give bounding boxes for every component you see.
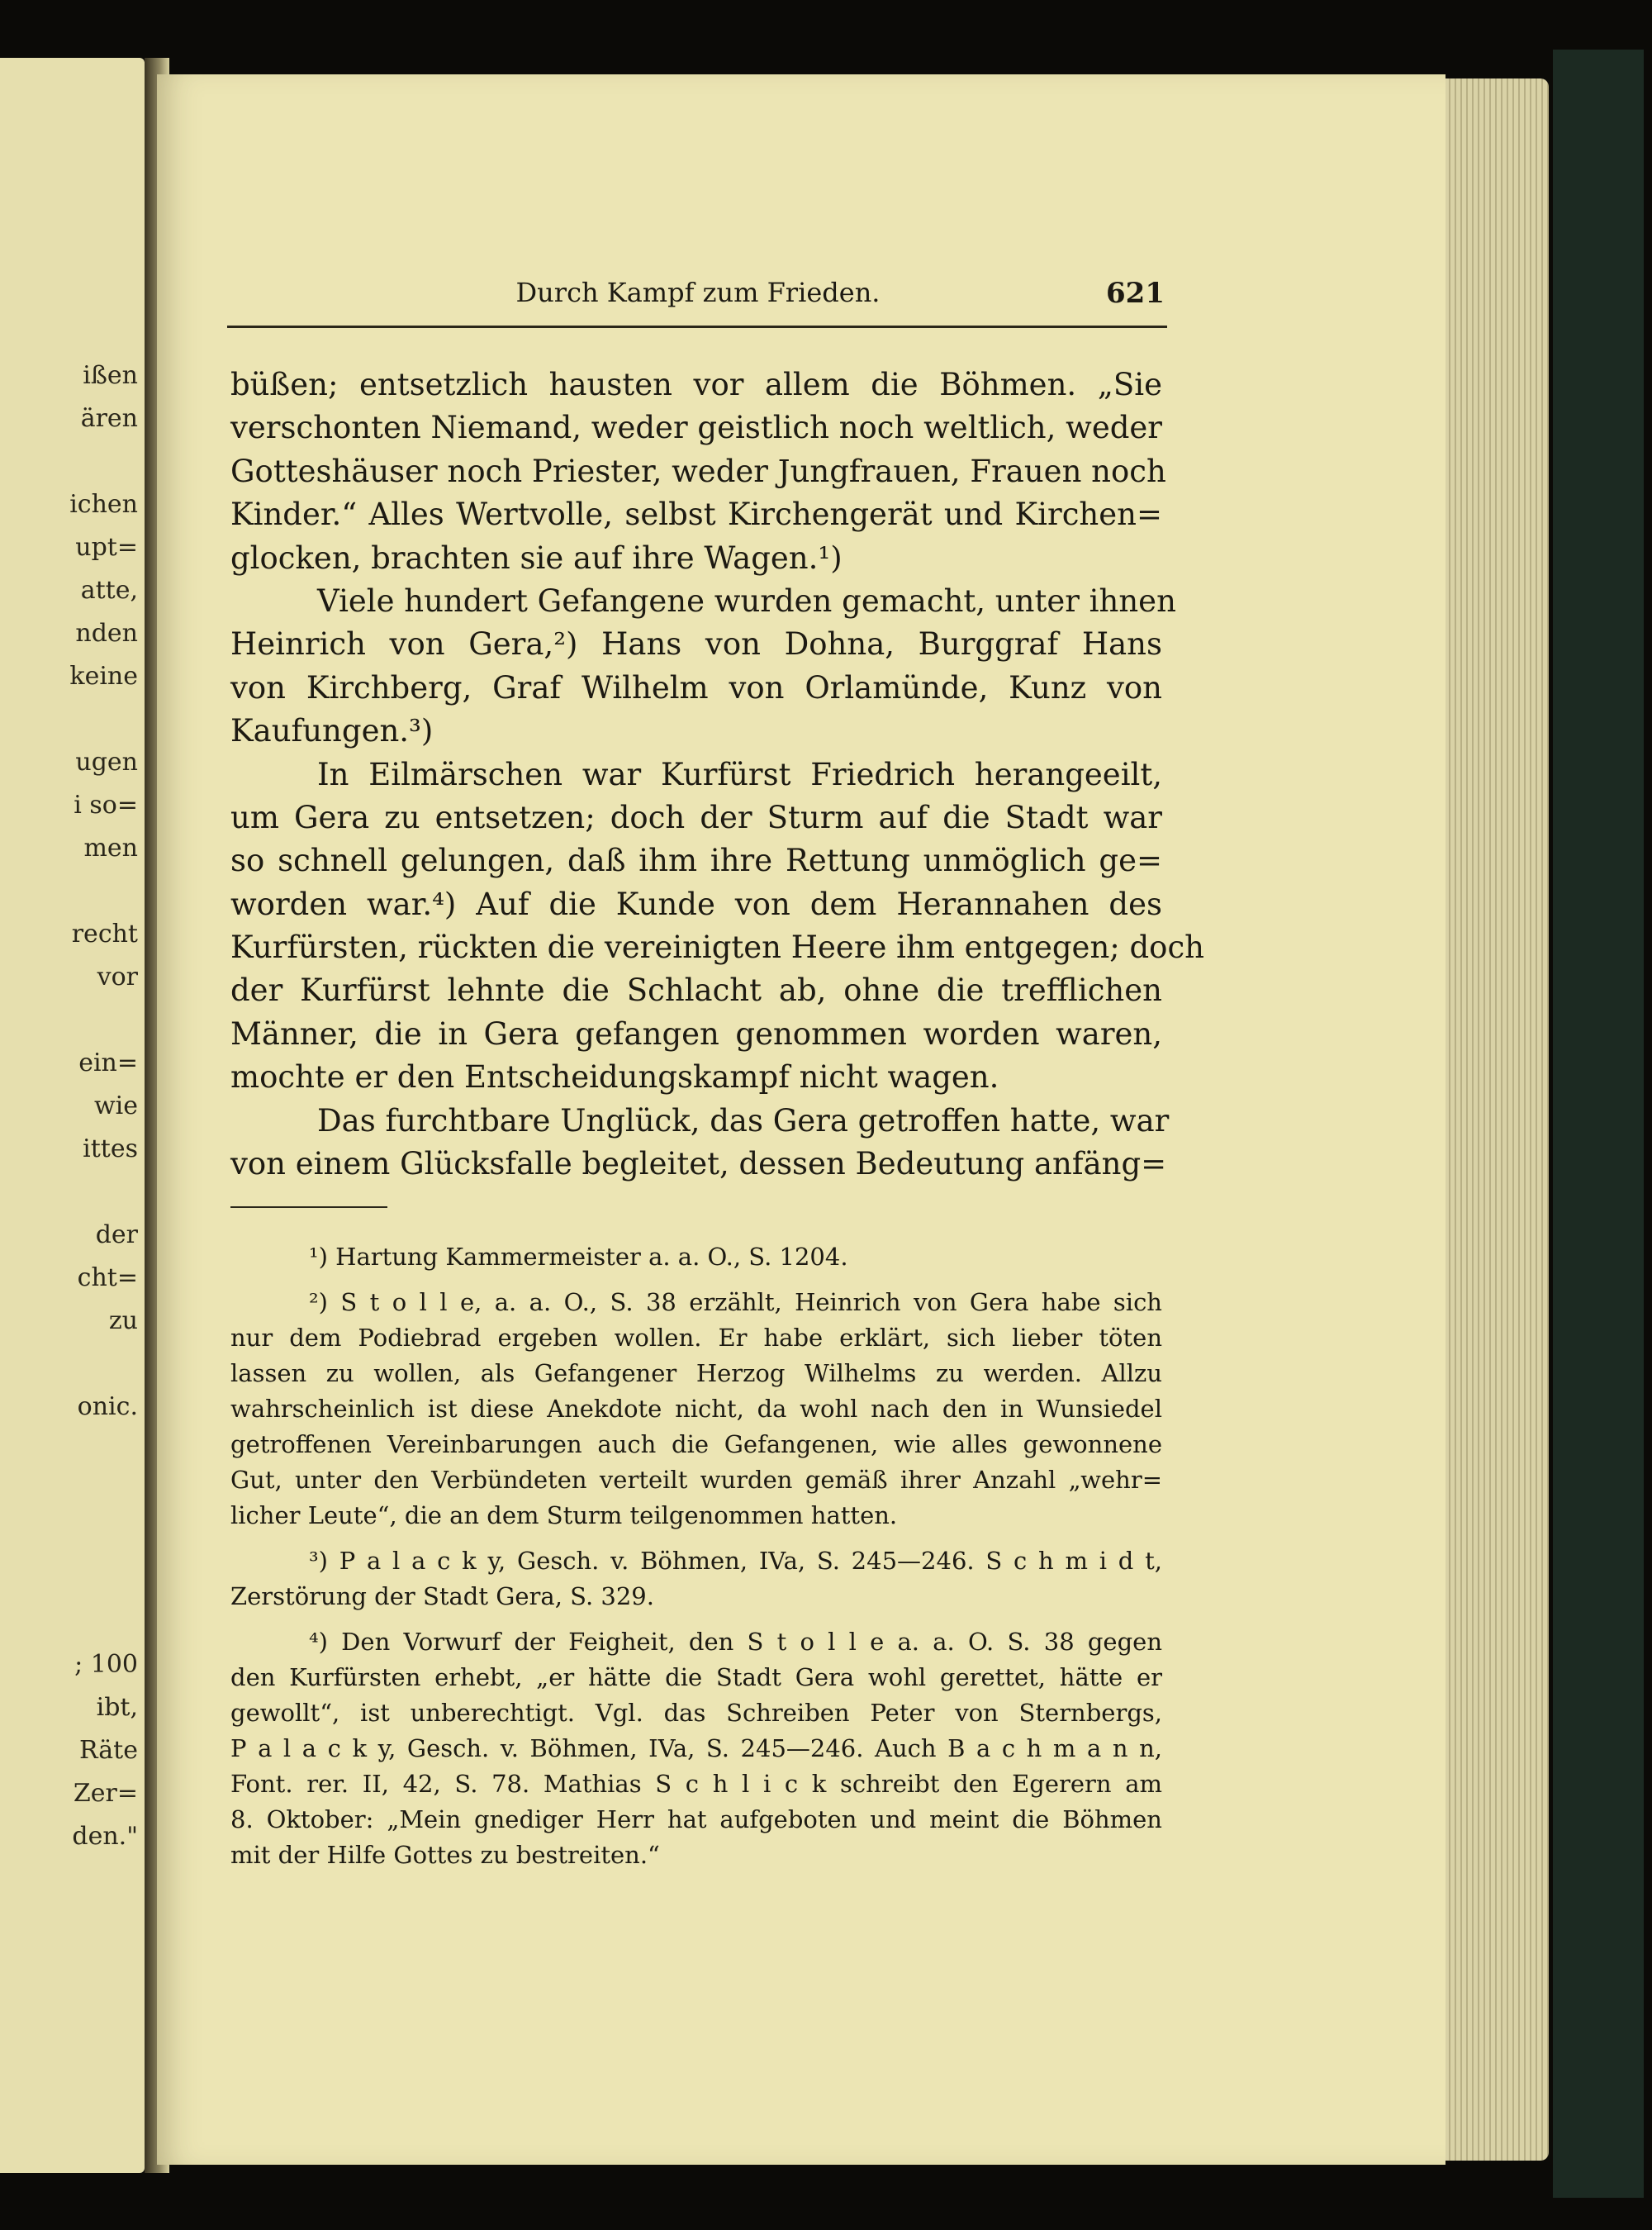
footnote-line: Gut, unter den Verbündeten verteilt wurden gemäß ihrer Anzahl „wehr= xyxy=(230,1466,1162,1494)
left-page-fragment: zu xyxy=(108,1306,138,1335)
footnotes xyxy=(230,1239,1162,1873)
body-line: um Gera zu entsetzen; doch der Sturm auf die Stadt war xyxy=(230,799,1162,835)
left-page-fragment: den." xyxy=(72,1822,138,1851)
left-page-fragment: recht xyxy=(71,920,138,949)
body-line: von einem Glücksfalle begleitet, dessen Bedeutung anfäng= xyxy=(230,1146,1167,1182)
left-page-fragment: ibt, xyxy=(96,1693,138,1722)
running-title: Durch Kampf zum Frieden. xyxy=(515,277,881,308)
body-line: verschonten Niemand, weder geistlich noch weltlich, weder xyxy=(230,410,1162,446)
body-line: Kaufungen.³) xyxy=(230,713,434,749)
footnote-line: wahrscheinlich ist diese Anekdote nicht, da wohl nach den in Wunsiedel xyxy=(230,1395,1162,1423)
body-line: Gotteshäuser noch Priester, weder Jungfrauen, Frauen noch xyxy=(230,453,1166,489)
footnote-line: ¹) Hartung Kammermeister a. a. O., S. 1204. xyxy=(309,1243,848,1271)
body-line: glocken, brachten sie auf ihre Wagen.¹) xyxy=(230,540,843,576)
header-rule xyxy=(227,326,1167,328)
body-text xyxy=(230,364,1205,1186)
left-page-fragment: Zer= xyxy=(73,1779,138,1808)
footnote-line: Font. rer. II, 42, S. 78. Mathias S c h l i c k schreibt den Egerern am xyxy=(230,1770,1162,1798)
left-page-fragment: upt= xyxy=(75,533,138,562)
body-line: von Kirchberg, Graf Wilhelm von Orlamünde, Kunz von xyxy=(230,669,1162,706)
footnote-line: P a l a c k y, Gesch. v. Böhmen, IVa, S. 245—246. Auch B a c h m a n n, xyxy=(230,1734,1162,1762)
left-page-fragment: wie xyxy=(93,1091,138,1120)
left-page-fragment: Räte xyxy=(79,1736,138,1765)
body-line: Das furchtbare Unglück, das Gera getroffen hatte, war xyxy=(317,1102,1170,1139)
body-line: Viele hundert Gefangene wurden gemacht, unter ihnen xyxy=(317,582,1176,619)
footnote-line: ²) S t o l l e, a. a. O., S. 38 erzählt, Heinrich von Gera habe sich xyxy=(309,1288,1162,1316)
body-line: so schnell gelungen, daß ihm ihre Rettung unmöglich ge= xyxy=(230,843,1162,879)
left-page-fragment: ugen xyxy=(75,748,138,777)
body-line: mochte er den Entscheidungskampf nicht wagen. xyxy=(230,1059,999,1096)
body-line: Kinder.“ Alles Wertvolle, selbst Kirchengerät und Kirchen= xyxy=(230,497,1162,533)
left-page-fragment: keine xyxy=(69,662,138,691)
body-line: Kurfürsten, rückten die vereinigten Heere ihm entgegen; doch xyxy=(230,930,1205,966)
body-line: Heinrich von Gera,²) Hans von Dohna, Burggraf Hans xyxy=(230,626,1162,663)
footnote-line: den Kurfürsten erhebt, „er hätte die Stadt Gera wohl gerettet, hätte er xyxy=(230,1663,1162,1691)
footnote-line: 8. Oktober: „Mein gnediger Herr hat aufgeboten und meint die Böhmen xyxy=(230,1805,1162,1833)
footnote-line: ³) P a l a c k y, Gesch. v. Böhmen, IVa, S. 245—246. S c h m i d t, xyxy=(309,1547,1162,1575)
left-page-fragment: ittes xyxy=(83,1134,138,1163)
left-page-fragment: i so= xyxy=(74,791,138,820)
footnote-line: ⁴) Den Vorwurf der Feigheit, den S t o l l e a. a. O. S. 38 gegen xyxy=(309,1628,1162,1656)
body-line: Männer, die in Gera gefangen genommen worden waren, xyxy=(230,1015,1162,1052)
left-page-fragment: ein= xyxy=(78,1048,138,1077)
left-page-fragment: ißen xyxy=(83,361,138,390)
footnote-line: lassen zu wollen, als Gefangener Herzog Wilhelms zu werden. Allzu xyxy=(230,1359,1162,1387)
left-page-fragment: ären xyxy=(80,404,138,433)
footnote-rule xyxy=(230,1206,387,1208)
book-cover xyxy=(1553,50,1644,2198)
left-page-fragment: ; 100 xyxy=(74,1650,138,1679)
footnote-line: nur dem Podiebrad ergeben wollen. Er habe erklärt, sich lieber töten xyxy=(230,1324,1162,1352)
footnote-line: gewollt“, ist unberechtigt. Vgl. das Schreiben Peter von Sternbergs, xyxy=(230,1699,1162,1727)
left-page-fragment: vor xyxy=(97,963,138,991)
page-header xyxy=(231,277,1165,318)
footnote-line: licher Leute“, die an dem Sturm teilgenommen hatten. xyxy=(230,1501,898,1529)
body-line: In Eilmärschen war Kurfürst Friedrich herangeeilt, xyxy=(317,756,1162,792)
footnote-line: mit der Hilfe Gottes zu bestreiten.“ xyxy=(230,1841,660,1869)
left-page-fragment: atte, xyxy=(80,576,138,605)
left-page-fragment: onic. xyxy=(77,1392,138,1421)
left-page-fragment: nden xyxy=(75,619,138,648)
left-page-fragment: cht= xyxy=(77,1263,138,1292)
left-page-fragment: ichen xyxy=(69,490,138,519)
body-line: büßen; entsetzlich hausten vor allem die Böhmen. „Sie xyxy=(230,367,1162,402)
page-number: 621 xyxy=(1106,277,1165,310)
footnote-line: getroffenen Vereinbarungen auch die Gefangenen, wie alles gewonnene xyxy=(230,1430,1162,1458)
left-page xyxy=(0,58,145,2173)
footnote-line: Zerstörung der Stadt Gera, S. 329. xyxy=(230,1582,654,1610)
body-line: worden war.⁴) Auf die Kunde von dem Herannahen des xyxy=(230,886,1162,922)
body-line: der Kurfürst lehnte die Schlacht ab, ohne die trefflichen xyxy=(230,972,1162,1009)
left-page-fragment: der xyxy=(95,1220,138,1249)
left-page-fragment: men xyxy=(83,834,138,863)
